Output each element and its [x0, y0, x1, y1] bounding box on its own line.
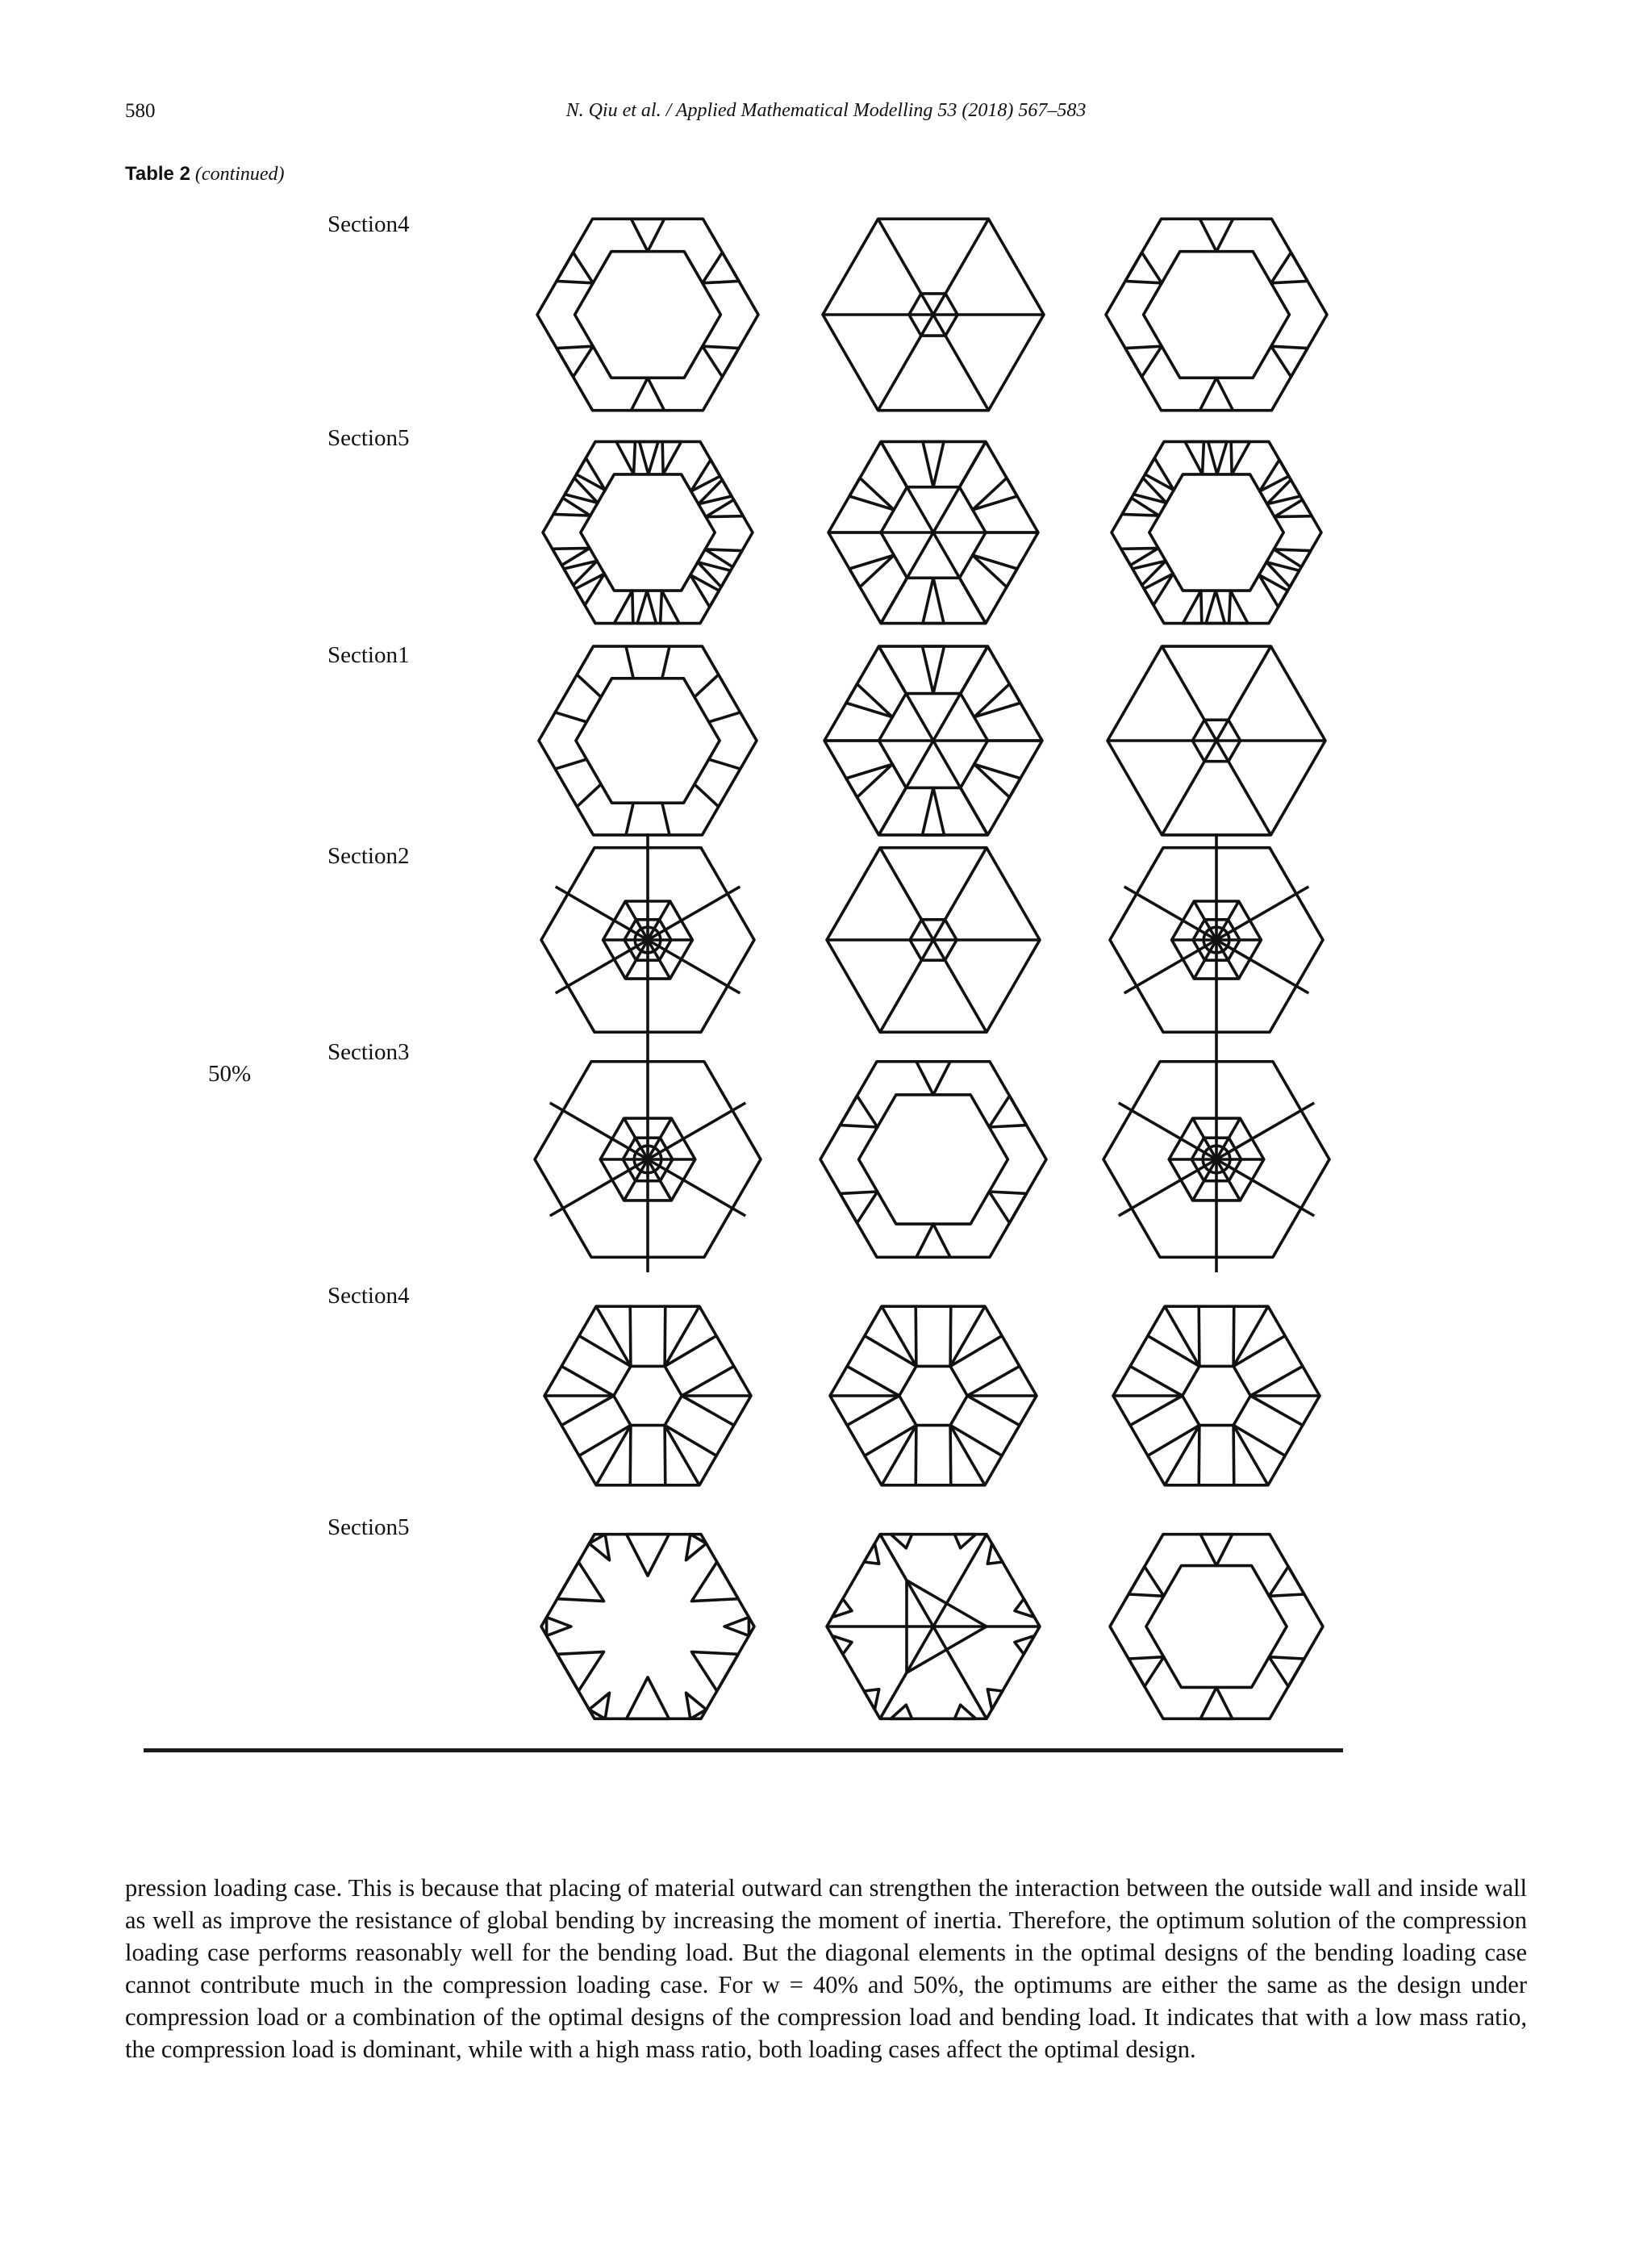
table-caption-continued: (continued) — [194, 164, 285, 185]
hexagon-design — [539, 646, 757, 835]
page-number: 580 — [125, 100, 156, 122]
body-line: and 50%, the optimums are either the same as the design under compression load or a combination of the optimal designs — [125, 1971, 1527, 2031]
hexagon-design — [541, 833, 754, 1046]
mass-ratio-label: 50% — [208, 1061, 252, 1087]
hexagon-design — [827, 1535, 1040, 1719]
body-line: optimum solution of the compression loading case performs reasonably well for the bending load. But the diagonal elements — [125, 1906, 1528, 1966]
body-line: with a high mass ratio, both loading cases affect the optimal design. — [528, 2036, 1196, 2063]
hexagon-design — [824, 646, 1042, 835]
row-label-section2: Section2 — [327, 843, 410, 869]
hexagon-design — [820, 1062, 1046, 1257]
body-line: in the optimal designs of the bending loading case cannot contribute much in the compression loading case. For w = 40% — [125, 1939, 1527, 1998]
hexagon-design — [1108, 646, 1325, 835]
hexagon-design — [535, 1046, 761, 1272]
row-label-section5-a: Section5 — [327, 425, 410, 451]
row-label-section4-b: Section4 — [327, 1283, 410, 1309]
body-line: wall and inside wall as well as improve the resistance of global bending by increasing the moment of inertia. Therefore, the — [125, 1874, 1527, 1934]
row-label-section3: Section3 — [327, 1039, 410, 1065]
body-line: of the compression load and bending load. It indicates that with a low mass ratio, the compression load is dominant, while — [125, 2003, 1528, 2063]
hexagon-design — [830, 1306, 1037, 1485]
row-label-section4-a: Section4 — [327, 211, 410, 237]
hexagon-design — [1106, 219, 1327, 410]
hexagon-design — [1112, 441, 1321, 623]
hexagon-design — [1103, 1046, 1329, 1272]
table-bottom-rule — [144, 1748, 1343, 1752]
hexagon-design — [1113, 1306, 1320, 1485]
hexagon-design — [537, 219, 758, 410]
body-line: pression loading case. This is because that placing of material outward can strengthen the interaction between the outside — [125, 1874, 1323, 1902]
row-label-section5-b: Section5 — [327, 1514, 410, 1540]
body-paragraph — [125, 1872, 1527, 2065]
hexagon-design — [1110, 833, 1323, 1046]
row-label-section1: Section1 — [327, 642, 410, 668]
table-caption-label: Table 2 — [125, 163, 190, 185]
hexagon-design — [1110, 1535, 1323, 1719]
hexagon-design — [828, 441, 1038, 623]
hexagon-design — [543, 441, 753, 623]
hexagon-design — [823, 219, 1044, 410]
running-header: N. Qiu et al. / Applied Mathematical Modelling 53 (2018) 567–583 — [565, 100, 1087, 121]
hexagon-design — [544, 1306, 751, 1485]
hexagon-design — [541, 1535, 754, 1719]
hexagon-design — [827, 848, 1040, 1033]
